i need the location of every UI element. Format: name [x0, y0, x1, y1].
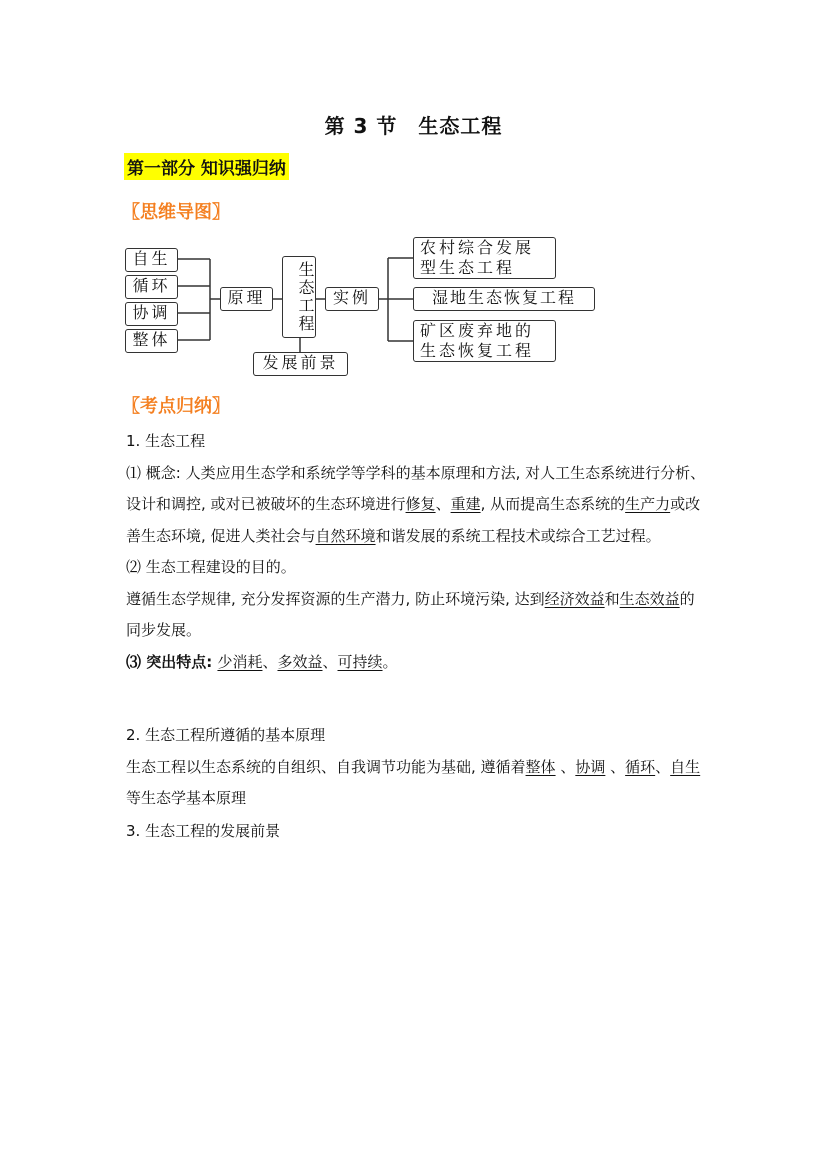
keyword-shengtaixiaoyi: 生态效益 — [619, 589, 680, 608]
points-tag: 〖考点归纳〗 — [122, 396, 230, 417]
keyword-xunhuan: 循环 — [625, 757, 656, 776]
purpose-heading: ⑵ 生态工程建设的目的。 — [126, 558, 296, 576]
principle-label-box: 原理 — [220, 287, 273, 311]
example-box-mine: 矿区废弃地的生态恢复工程 — [413, 320, 556, 362]
mind-map — [120, 236, 600, 376]
principle-sep-2: 、 — [605, 757, 626, 776]
principle-box-xunhuan: 循环 — [125, 275, 178, 299]
keyword-shaoxiaohao: 少消耗 — [217, 652, 263, 671]
keyword-shengchanli: 生产力 — [625, 495, 671, 513]
example-box-rural: 农村综合发展型生态工程 — [413, 237, 556, 279]
section-3 — [126, 816, 706, 848]
keyword-jingjixiaoyi: 经济效益 — [544, 589, 605, 608]
feature-paragraph — [126, 647, 706, 679]
principle-paragraph — [126, 752, 706, 815]
feature-end: 。 — [382, 652, 398, 671]
concept-text-b: , 从而提高生态系统的 — [480, 495, 626, 513]
mindmap-tag: 〖思维导图〗 — [122, 202, 230, 223]
concept-paragraph — [126, 458, 706, 553]
principle-box-zisheng: 自生 — [125, 248, 178, 272]
feature-sep-1: 、 — [262, 652, 278, 671]
part-heading: 第一部分 知识强归纳 — [124, 153, 289, 180]
keyword-xiufu: 修复 — [405, 495, 436, 513]
example-box-wetland: 湿地生态恢复工程 — [413, 287, 595, 311]
purpose-paragraph — [126, 584, 706, 647]
keyword-kechixu: 可持续 — [337, 652, 383, 671]
principle-box-zhengti: 整体 — [125, 329, 178, 353]
concept-text-d: 和谐发展的系统工程技术或综合工艺过程。 — [375, 526, 661, 545]
section-3-heading: 3. 生态工程的发展前景 — [126, 822, 281, 840]
principle-sep-1: 、 — [555, 757, 576, 776]
concept-text-c: 或改善生态环境, 促进人类社会与 — [126, 495, 701, 545]
example-label-box: 实例 — [325, 287, 379, 311]
page-title: 第 3 节 生态工程 — [324, 114, 503, 138]
concept-sep: 、 — [435, 495, 451, 513]
keyword-zhengti: 整体 — [525, 757, 556, 776]
concept-lead: ⑴ 概念: — [126, 463, 186, 482]
principle-text-b: 等生态学基本原理 — [126, 789, 247, 807]
section-2-heading: 2. 生态工程所遵循的基本原理 — [126, 726, 326, 744]
keyword-chongjian: 重建 — [450, 495, 481, 513]
principle-sep-3: 、 — [655, 757, 671, 776]
keyword-xietiao: 协调 — [575, 757, 606, 776]
principle-text-a: 生态工程以生态系统的自组织、自我调节功能为基础, 遵循着 — [126, 757, 526, 776]
section-1 — [126, 426, 706, 678]
keyword-ziranhuanjing: 自然环境 — [315, 526, 376, 545]
section-1-heading: 1. 生态工程 — [126, 432, 206, 450]
section-2 — [126, 720, 706, 815]
prospect-box: 发展前景 — [253, 352, 348, 376]
purpose-text-a: 遵循生态学规律, 充分发挥资源的生产潜力, 防止环境污染, 达到 — [126, 589, 545, 608]
feature-sep-2: 、 — [322, 652, 338, 671]
feature-lead: ⑶ 突出特点: — [126, 652, 218, 671]
purpose-text-b: 和 — [604, 589, 620, 608]
keyword-duoxiaoyi: 多效益 — [277, 652, 323, 671]
purpose-text-c: 的同步发展。 — [126, 589, 695, 639]
principle-box-xietiao: 协调 — [125, 302, 178, 326]
keyword-zisheng: 自生 — [670, 757, 701, 776]
center-box: 生态工程 — [282, 256, 316, 338]
concept-text-a: 人类应用生态学和系统学等学科的基本原理和方法, 对人工生态系统进行分析、设计和调控, 或对已被破坏的生态环境进行 — [126, 463, 706, 513]
